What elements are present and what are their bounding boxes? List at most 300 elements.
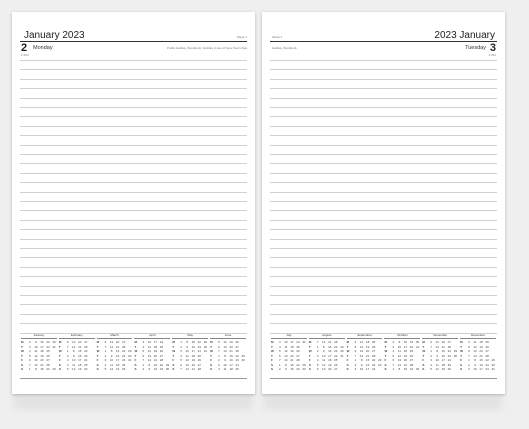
mini-month-name: June — [210, 333, 246, 339]
date-cell: 25 — [84, 362, 88, 367]
date-cell: 23 — [296, 367, 300, 371]
date-cell: 30 — [241, 358, 245, 362]
date-cell: 12 — [185, 358, 189, 362]
date-cell: 20 — [78, 340, 82, 344]
date-cell: 13 — [147, 353, 152, 358]
weekday-letter: S — [96, 362, 99, 367]
diary-page-left — [12, 12, 255, 394]
date-cell: 3 — [104, 358, 107, 362]
writing-line — [20, 79, 247, 80]
date-cell: 3 — [430, 358, 432, 362]
date-cell: 6 — [430, 340, 432, 344]
writing-line — [270, 154, 497, 155]
date-cell — [415, 354, 421, 358]
date-cell — [203, 367, 209, 371]
date-cell: 24 — [296, 340, 300, 344]
weekday-letter: S — [21, 367, 24, 371]
day-number: 2 — [21, 42, 28, 54]
mini-month-grid — [460, 340, 496, 371]
date-cell: 16 — [78, 353, 82, 358]
weekday-letter: F — [134, 358, 137, 362]
weekday-letter: S — [271, 362, 274, 367]
date-cell: 8 — [110, 349, 113, 353]
date-cell: 10 — [185, 349, 189, 353]
date-cell: 6 — [218, 344, 220, 349]
weekday-letter: T — [134, 353, 137, 358]
date-cell: 5 — [218, 340, 220, 344]
date-cell: 10 — [109, 358, 114, 362]
date-cell: 9 — [322, 349, 325, 353]
date-cell: 5 — [354, 344, 357, 349]
date-cell: 27 — [235, 344, 239, 349]
date-cell: 29 — [241, 353, 245, 358]
date-cell: 2 — [468, 362, 470, 367]
date-cell: 12 — [322, 362, 326, 367]
date-cell: 31 — [415, 344, 420, 349]
date-cell: 14 — [435, 344, 439, 349]
mini-month-grid — [172, 340, 208, 371]
writing-line — [270, 107, 497, 108]
writing-line — [270, 314, 497, 315]
date-cell: 9 — [148, 367, 151, 371]
date-cell: 1 — [104, 349, 107, 353]
writing-line — [20, 295, 247, 296]
mini-month-name: March — [97, 333, 133, 339]
date-cell: 24 — [197, 349, 201, 353]
date-cell: 10 — [72, 358, 76, 362]
mini-month-august — [308, 333, 346, 378]
date-cell: 26 — [334, 362, 338, 367]
date-cell: 21 — [115, 344, 120, 349]
date-cell: 2 — [392, 340, 395, 344]
writing-line — [20, 88, 247, 89]
weekday-letter: W — [96, 349, 100, 353]
header-rule — [270, 41, 497, 42]
date-cell: 4 — [430, 362, 432, 367]
mini-month-grid — [309, 340, 345, 371]
date-cell: 7 — [142, 358, 145, 362]
date-cell: 1 — [66, 349, 69, 353]
weekday-letter: S — [384, 362, 387, 367]
date-cell: 8 — [35, 367, 37, 371]
weekday-letter: S — [384, 367, 387, 371]
date-cell — [51, 363, 57, 367]
date-cell: 4 — [278, 344, 281, 349]
date-cell: 18 — [153, 344, 158, 349]
date-cell: 22 — [84, 349, 88, 353]
date-cell: 13 — [34, 358, 38, 362]
date-cell: 30 — [453, 353, 458, 358]
date-cell: 14 — [223, 349, 227, 353]
date-cell — [377, 367, 383, 371]
date-cell: 6 — [66, 340, 69, 344]
weekday-letter: W — [422, 349, 426, 353]
date-cell: 24 — [46, 344, 50, 349]
mini-month-grid — [59, 340, 95, 371]
weekday-letter: M — [172, 340, 175, 344]
date-cell: 4 — [180, 353, 182, 358]
weekday-letter: F — [384, 358, 387, 362]
date-cell: 26 — [447, 367, 451, 371]
date-cell — [203, 358, 209, 362]
date-cell: 20 — [229, 344, 233, 349]
date-cell: 3 — [316, 353, 319, 358]
date-cell: 24 — [159, 340, 164, 344]
date-cell: 4 — [354, 340, 357, 344]
date-cell: 4 — [316, 358, 319, 362]
weekday-letter: S — [210, 362, 213, 367]
week-label: Week 1 — [236, 35, 247, 39]
date-cell: 24 — [84, 358, 88, 362]
date-cell: 12 — [397, 353, 402, 358]
date-cell: 10 — [223, 362, 227, 367]
date-cell: 16 — [403, 340, 408, 344]
weekday-letter: F — [346, 358, 349, 362]
date-cell: 6 — [104, 340, 107, 344]
weekday-letter: W — [384, 349, 388, 353]
mini-month-grid — [347, 340, 383, 371]
date-cell: 29 — [203, 340, 208, 344]
date-cell: 13 — [435, 340, 439, 344]
writing-line — [270, 145, 497, 146]
date-cell: 27 — [84, 340, 88, 344]
date-cell: 13 — [359, 349, 364, 353]
date-cell: 20 — [403, 358, 408, 362]
date-cell: 24 — [447, 358, 451, 362]
date-cell: 24 — [235, 362, 239, 367]
date-cell: 10 — [34, 344, 38, 349]
date-cell — [377, 349, 383, 353]
date-cell: 12 — [473, 344, 477, 349]
date-cell: 21 — [365, 353, 370, 358]
date-cell: 21 — [403, 362, 408, 367]
writing-line — [20, 304, 247, 305]
date-cell — [51, 354, 57, 358]
date-cell: 7 — [354, 353, 357, 358]
mini-month-july — [270, 333, 308, 378]
date-cell: 12 — [72, 367, 76, 371]
date-cell: 9 — [398, 340, 401, 344]
date-cell: 8 — [186, 340, 189, 344]
date-cell: 30 — [340, 349, 344, 353]
page-shadow-right — [264, 395, 502, 409]
date-cell: 16 — [328, 349, 332, 353]
date-cell — [377, 345, 383, 349]
date-cell: 23 — [46, 340, 50, 344]
date-cell: 8 — [224, 353, 226, 358]
date-cell: 11 — [72, 362, 76, 367]
weekday-letter: M — [21, 340, 24, 344]
weekday-letter: M — [308, 340, 312, 344]
weekday-letter: W — [210, 349, 213, 353]
weekday-letter: T — [308, 353, 311, 358]
weekday-letter: T — [172, 344, 175, 349]
date-cell: 15 — [229, 353, 233, 358]
weekday-letter: W — [172, 349, 176, 353]
date-cell: 5 — [316, 362, 319, 367]
date-cell: 13 — [473, 349, 477, 353]
date-cell — [301, 349, 307, 353]
day-name: Tuesday — [465, 45, 486, 51]
weekday-letter: S — [134, 362, 137, 367]
date-cell: 2 — [180, 344, 182, 349]
date-cell: 6 — [468, 349, 470, 353]
date-cell: 22 — [235, 353, 239, 358]
weekday-letter: F — [21, 358, 23, 362]
date-cell: 11 — [284, 344, 288, 349]
date-cell: 25 — [447, 362, 451, 367]
date-cell: 7 — [278, 358, 281, 362]
date-cell: 27 — [159, 353, 164, 358]
writing-line — [270, 286, 497, 287]
date-cell — [89, 349, 95, 353]
date-cell: 16 — [290, 367, 294, 371]
writing-line — [20, 60, 247, 61]
writing-line — [270, 126, 497, 127]
date-cell: 1 — [28, 367, 31, 371]
weekday-letter: F — [308, 358, 311, 362]
date-cell: 3 — [66, 358, 69, 362]
date-cell: 5 — [468, 344, 470, 349]
date-cell: 29 — [491, 358, 495, 362]
date-cell: 30 — [491, 362, 495, 367]
date-cell: 3 — [180, 349, 182, 353]
writing-line — [20, 267, 247, 268]
writing-line — [270, 192, 497, 193]
weekday-letter: S — [460, 362, 463, 367]
date-cell: 11 — [473, 340, 477, 344]
date-cell: 31 — [52, 344, 56, 349]
date-cell: 23 — [409, 340, 414, 344]
writing-line — [20, 220, 247, 221]
page-shadow-left — [14, 395, 252, 409]
date-cell: 22 — [296, 362, 300, 367]
date-cell: 20 — [290, 353, 294, 358]
writing-line — [20, 163, 247, 164]
date-cell — [490, 349, 496, 353]
mini-month-may — [171, 333, 209, 378]
weekday-letter: W — [58, 349, 62, 353]
weekday-letter: T — [210, 344, 212, 349]
weekday-letter: T — [271, 344, 273, 349]
date-cell: 17 — [441, 358, 445, 362]
date-cell — [339, 340, 345, 344]
date-cell: 22 — [46, 367, 50, 371]
date-cell: 5 — [392, 353, 395, 358]
date-cell: 7 — [104, 344, 107, 349]
date-cell: 8 — [436, 349, 439, 353]
weekday-letter: T — [308, 344, 311, 349]
date-cell: 25 — [485, 340, 489, 344]
year-calendar-strip — [20, 333, 247, 378]
date-cell: 17 — [479, 367, 483, 371]
date-cell: 17 — [78, 358, 82, 362]
date-cell: 31 — [203, 349, 208, 353]
date-cell: 26 — [371, 344, 376, 349]
date-cell: 14 — [185, 367, 189, 371]
writing-line — [270, 304, 497, 305]
date-cell: 13 — [397, 358, 402, 362]
date-cell: 19 — [479, 344, 483, 349]
date-cell — [127, 340, 133, 344]
date-cell: 29 — [302, 362, 306, 367]
weekday-letter: T — [96, 353, 99, 358]
date-cell: 30 — [203, 344, 208, 349]
date-cell: 24 — [409, 344, 414, 349]
header-rule — [20, 41, 247, 42]
date-cell: 28 — [296, 358, 300, 362]
date-cell: 28 — [46, 362, 50, 367]
weekday-letter: F — [96, 358, 99, 362]
date-cell: 12 — [147, 349, 152, 353]
date-cell — [165, 354, 171, 358]
date-cell: 25 — [197, 353, 201, 358]
date-cell: 19 — [441, 367, 445, 371]
writing-line — [20, 323, 247, 324]
date-cell: 15 — [153, 362, 158, 367]
date-cell: 21 — [441, 344, 445, 349]
date-cell: 15 — [290, 362, 294, 367]
date-cell: 13 — [72, 340, 76, 344]
date-cell — [127, 345, 133, 349]
date-cell: 10 — [397, 344, 402, 349]
date-cell: 30 — [378, 362, 382, 367]
weekday-letter: T — [384, 353, 387, 358]
weekday-letter: M — [422, 340, 425, 344]
date-cell: 1 — [180, 340, 182, 344]
date-cell: 28 — [409, 362, 414, 367]
date-cell: 22 — [447, 349, 451, 353]
date-cell: 25 — [371, 340, 376, 344]
date-cell — [89, 340, 95, 344]
date-cell: 8 — [360, 358, 363, 362]
date-cell: 14 — [359, 353, 364, 358]
mini-month-grid — [384, 340, 420, 371]
date-cell: 25 — [334, 358, 338, 362]
date-cell: 21 — [153, 358, 158, 362]
writing-line — [270, 135, 497, 136]
date-cell: 12 — [109, 367, 114, 371]
date-cell: 25 — [46, 349, 50, 353]
date-cell: 19 — [40, 353, 44, 358]
date-cell: 17 — [40, 344, 44, 349]
date-cell: 28 — [371, 353, 376, 358]
date-cell: 5 — [430, 367, 432, 371]
writing-line — [270, 257, 497, 258]
date-cell: 2 — [66, 353, 69, 358]
date-cell: 22 — [371, 358, 376, 362]
date-cell — [240, 367, 246, 371]
writing-line — [20, 126, 247, 127]
date-cell: 19 — [328, 362, 332, 367]
weekday-letter: T — [346, 353, 349, 358]
writing-line — [20, 182, 247, 183]
writing-line — [270, 295, 497, 296]
writing-line — [270, 79, 497, 80]
date-cell: 4 — [104, 362, 107, 367]
weekday-letter: W — [134, 349, 138, 353]
day-name: Monday — [33, 45, 53, 51]
date-cell: 8 — [285, 362, 287, 367]
date-cell — [51, 349, 57, 353]
week-label: Week 1 — [272, 35, 283, 39]
date-cell: 7 — [218, 349, 220, 353]
weekday-letter: M — [271, 340, 274, 344]
writing-line — [270, 201, 497, 202]
date-cell: 3 — [142, 340, 145, 344]
date-cell — [339, 363, 345, 367]
date-cell: 16 — [40, 340, 44, 344]
mini-month-name: February — [59, 333, 95, 339]
weekday-letter: T — [58, 344, 61, 349]
weekday-letter: W — [271, 349, 274, 353]
date-cell: 13 — [223, 344, 227, 349]
date-cell: 6 — [180, 362, 182, 367]
date-cell — [453, 345, 459, 349]
mini-month-grid — [97, 340, 133, 371]
holiday-note: Public Holiday (Scotland) / Holiday in lieu of New Year's Day — [167, 46, 247, 50]
date-cell: 29 — [52, 367, 56, 371]
date-cell — [89, 345, 95, 349]
date-cell — [415, 363, 421, 367]
writing-line — [270, 116, 497, 117]
date-cell: 25 — [159, 344, 164, 349]
date-cell: 20 — [328, 367, 332, 371]
mini-month-january — [20, 333, 58, 378]
weekday-letter: S — [308, 362, 311, 367]
date-cell: 1 — [354, 358, 357, 362]
date-cell: 3 — [28, 344, 31, 349]
date-cell: 22 — [485, 358, 489, 362]
date-cell: 17 — [290, 340, 294, 344]
mini-month-grid — [422, 340, 458, 371]
date-cell: 11 — [435, 362, 439, 367]
date-cell: 16 — [365, 362, 370, 367]
date-cell: 4 — [142, 344, 145, 349]
writing-line — [270, 182, 497, 183]
date-cell: 4 — [28, 349, 31, 353]
date-cell: 20 — [191, 362, 195, 367]
date-cell: 28 — [84, 344, 88, 349]
weekday-letter: T — [346, 344, 349, 349]
mini-month-grid — [21, 340, 57, 371]
date-cell: 29 — [453, 349, 458, 353]
date-cell: 27 — [371, 349, 376, 353]
date-cell: 28 — [159, 358, 164, 362]
date-cell: 2 — [142, 367, 145, 371]
date-cell: 2 — [218, 358, 220, 362]
date-cell: 30 — [128, 353, 132, 358]
date-cell: 12 — [284, 349, 288, 353]
date-cell: 21 — [229, 349, 233, 353]
weekday-letter: S — [172, 362, 175, 367]
date-cell: 23 — [121, 353, 126, 358]
year-calendar-strip — [270, 333, 497, 378]
weekday-letter: F — [210, 358, 212, 362]
date-cell: 21 — [40, 362, 44, 367]
weekday-letter: S — [134, 367, 137, 371]
weekday-letter: S — [346, 367, 349, 371]
date-cell: 1 — [430, 349, 432, 353]
date-cell: 1 — [316, 344, 319, 349]
weekday-letter: T — [134, 344, 137, 349]
writing-line — [20, 116, 247, 117]
mini-month-name: April — [134, 333, 170, 339]
date-cell: 17 — [328, 353, 332, 358]
date-cell: 9 — [186, 344, 189, 349]
date-cell — [301, 354, 307, 358]
date-cell: 24 — [334, 353, 338, 358]
